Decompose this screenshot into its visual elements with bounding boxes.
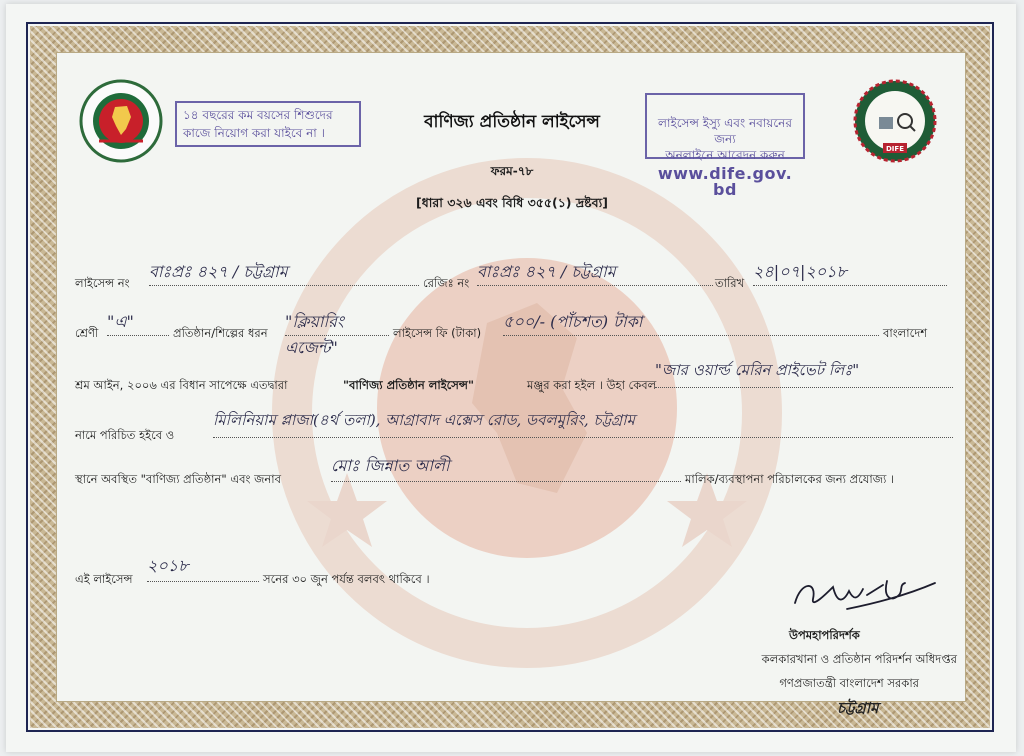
owner-name-value: মোঃ জিন্নাত আলী xyxy=(331,453,681,482)
online-apply-text: লাইসেন্স ইস্যু এবং নবায়নের জন্য অনলাইনে আবেদন করুন xyxy=(658,116,792,162)
license-no-label: লাইসেন্স নং xyxy=(75,276,130,290)
child-labour-notice: ১৪ বছরের কম বয়সের শিশুদের কাজে নিয়োগ করা যাইবে না । xyxy=(175,101,361,147)
dife-seal-icon xyxy=(853,79,937,163)
business-type-value: "ক্লিয়ারিং xyxy=(285,309,389,336)
reg-no-label: রেজিঃ নং xyxy=(423,276,470,290)
located-label: স্থানে অবস্থিত "বাণিজ্য প্রতিষ্ঠান" এবং জনাব xyxy=(75,472,281,486)
bangladesh-label: বাংলাদেশ xyxy=(883,326,928,340)
rule-reference: [ধারা ৩২৬ এবং বিধি ৩৫৫(১) দ্রষ্টব্য] xyxy=(416,195,608,210)
address-value: মিলিনিয়াম প্লাজা(৪র্থ তলা), আগ্রাবাদ এক্সেস রোড, ডবলমুরিং, চট্টগ্রাম xyxy=(213,409,953,438)
certificate-title: বাণিজ্য প্রতিষ্ঠান লাইসেন্স xyxy=(424,112,600,132)
city-stamp: চট্টগ্রাম xyxy=(837,699,879,717)
license-no-value: বাঃপ্রঃ ৪২৭ / চট্টগ্রাম xyxy=(149,259,419,286)
act-text-2: মঞ্জুর করা হইল । উহা কেবল xyxy=(527,378,657,392)
class-value: "এ" xyxy=(107,309,169,336)
certificate-body xyxy=(56,52,966,717)
department-name: কলকারখানা ও প্রতিষ্ঠান পরিদর্শন অধিদপ্তর xyxy=(761,652,957,666)
known-as-label: নামে পরিচিত হইবে ও xyxy=(75,428,175,442)
date-label: তারিখ xyxy=(715,276,745,290)
class-label: শ্রেণী xyxy=(75,326,99,340)
act-text-bold: "বাণিজ্য প্রতিষ্ঠান লাইসেন্স" xyxy=(343,378,474,392)
officer-signature xyxy=(787,573,937,617)
validity-label: এই লাইসেন্স xyxy=(75,572,133,586)
form-number: ফরম-৭৮ xyxy=(490,164,534,178)
company-name-value: "জার ওয়ার্ল্ড মেরিন প্রাইভেট লিঃ" xyxy=(655,359,953,388)
online-apply-notice xyxy=(645,93,805,199)
fee-value: ৫০০/- (পাঁচশত) টাকা xyxy=(503,309,879,336)
act-text-1: শ্রম আইন, ২০০৬ এর বিধান সাপেক্ষে এতদ্বারা xyxy=(75,378,288,392)
fee-label: লাইসেন্স ফি (টাকা) xyxy=(393,326,482,340)
business-type-label: প্রতিষ্ঠান/শিল্পের ধরন xyxy=(173,326,268,340)
date-value: ২৪|০৭|২০১৮ xyxy=(753,259,947,286)
validity-suffix: সনের ৩০ জুন পর্যন্ত বলবৎ থাকিবে । xyxy=(263,572,430,586)
dife-url: www.dife.gov. bd xyxy=(657,164,793,199)
reg-no-value: বাঃপ্রঃ ৪২৭ / চট্টগ্রাম xyxy=(477,259,713,286)
validity-year-value: ২০১৮ xyxy=(147,553,259,582)
signatory-title: উপমহাপরিদর্শক xyxy=(789,628,860,642)
business-type-value-2: এজেন্ট" xyxy=(285,338,338,357)
government-name: গণপ্রজাতন্ত্রী বাংলাদেশ সরকার xyxy=(779,676,919,690)
dife-seal-label: DIFE xyxy=(886,145,904,153)
owner-suffix: মালিক/ব্যবস্থাপনা পরিচালকের জন্য প্রযোজ্য । xyxy=(685,472,895,486)
